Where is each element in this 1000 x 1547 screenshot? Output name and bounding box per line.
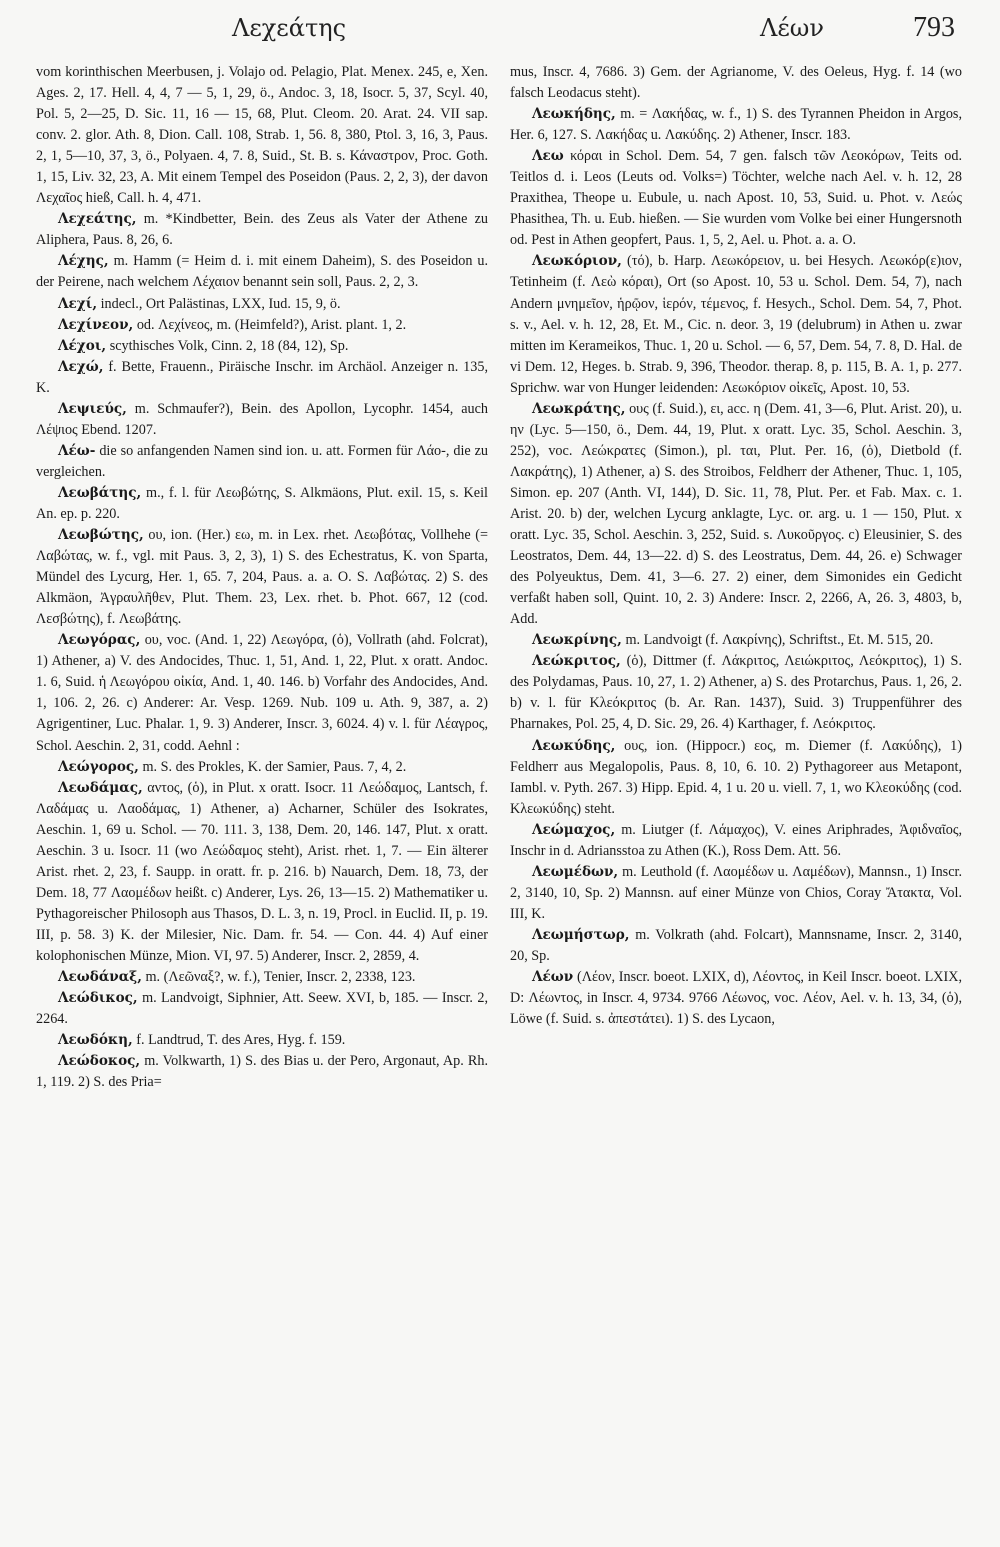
entry-body: m., f. l. für Λεωβώτης, S. Alkmäons, Plut. exil. 15, s. Keil An. ep. p. 220. [36,484,488,522]
dictionary-entry [36,336,488,357]
entry-headword: Λέω- [58,442,96,459]
right-column [510,62,962,1030]
entry-body: f. Landtrud, T. des Ares, Hyg. f. 159. [132,1032,346,1049]
dictionary-entry [36,1030,488,1051]
left-column [36,62,488,1093]
entry-body: m. Volkwarth, 1) S. des Bias u. der Pero, Argonaut, Ap. Rh. 1, 119. 2) S. des Pria= [36,1053,488,1091]
entry-body: m. Schmaufer?), Bein. des Apollon, Lycophr. 1454, auch Λέψιος Ebend. 1207. [36,400,488,438]
entry-headword: Λέων [532,969,574,986]
dictionary-entry [36,294,488,315]
entry-headword: Λέχοι, [58,337,107,354]
page-number: 793 [913,12,955,43]
entry-body: ου, voc. (And. 1, 22) Λεωγόρα, (ὁ), Vollrath (ahd. Folcrat), 1) Athener, a) V. des Andocides, Thuc. 1, 51, And. 1, 22, Plut. x oratt. Andoc. 1. 6, Suid. ἡ Λεωγόρου οἰκία, And. 1, 40. 146. b) Vorfahr des Andocides, And. 1, 106. 2, 26. c) Anderer: Ar. Vesp. 1269. Nub. 109 u. Ath. 9, 387, a. 2) Agrigentiner, Luc. Phalar. 1, 9. 3) Anderer, Inscr. 3, 6024. 4) v. l. für Λέαγρος, Schol. Aeschin. 2, 31, codd. Aehnl : [36,632,488,754]
entry-headword: Λεχώ, [58,358,104,375]
entry-headword: Λεωκόριον, [532,253,622,270]
entry-body: od. Λεχίνεος, m. (Heimfeld?), Arist. plant. 1, 2. [133,316,407,333]
dictionary-entry [36,630,488,756]
entry-headword: Λεώδικος, [58,990,138,1007]
dictionary-entry [510,62,962,104]
dictionary-entry [510,736,962,820]
entry-headword: Λεώδοκος, [58,1053,141,1070]
dictionary-entry [36,399,488,441]
entry-headword: Λεωδάμας, [58,779,143,796]
entry-body: m. S. des Prokles, K. der Samier, Paus. 7, 4, 2. [138,758,407,775]
dictionary-entry [36,441,488,483]
entry-headword: Λεωκράτης, [532,400,626,417]
entry-headword: Λεωμέδων, [532,863,619,880]
dictionary-entry [36,209,488,251]
entry-body: (ὁ), Dittmer (f. Λάκριτος, Λειώκριτος, Λεόκριτος), 1) S. des Polydamas, Paus. 10, 27, 1. 2) Athener, a) S. des Protarchus, Paus. 1, 26, 2. b) v. l. für Κλεόκριτος (b. Ar. Ran. 1437), Suid. 3) Truppenführer des Pharnakes, Pol. 25, 4, D. Sic. 29, 26. 4) Karthager, f. Λεόκριτος. [510,653,962,733]
dictionary-entry [510,251,962,398]
entry-body: ους, ion. (Hippocr.) εος, m. Diemer (f. Λακύδης), 1) Feldherr aus Megalopolis, Paus. 8, 10, 6. 10. 2) Pythagoreer aus Metapont, Iambl. v. Pyth. 267. 3) Hipp. Epid. 4, 1 u. 20 u. viell. 7, 1, wo Κλεοκύδης (cod. Κλεωκύδης) steht. [510,737,962,817]
dictionary-entry [510,967,962,1030]
dictionary-entry [510,399,962,631]
entry-headword: Λεώγορος, [58,758,139,775]
dictionary-entry [36,988,488,1030]
dictionary-entry [510,820,962,862]
entry-headword: Λεωκήδης, [532,106,616,123]
entry-body: αντος, (ὁ), in Plut. x oratt. Isocr. 11 Λεώδαμος, Lantsch, f. Λαδάμας u. Λαοδάμας, 1) Athener, a) Acharner, Schüler des Isokrates, Aeschin. 1, 69 u. Schol. — 70. 111. 3, 138, Dem. 20, 146. 147, Plut. x oratt. Aeschin. 3 u. Isocr. 11 (wo Λεώδαμος steht), Arist. rhet. 1, 7. — Ein älterer Arist. rhet. 2, 23, f. Saupp. in oratt. fr. p. 216. b) Nauarch, Dem. 18, 73, der Dem. 18, 77 Λαομέδων heißt. c) Anderer, Lys. 26, 13—15. 2) Mathematiker u. Pythagoreischer Philosoph aus Thasos, D. L. 3, n. 19, Procl. in Euclid. II, p. 19. III, p. 58. 3) K. der Milesier, Nic. Dam. fr. 54. — Con. 44. 4) Auf einer kolophonischen Münze, Mion. VI, 97. 5) Anderer, Inscr. 2, 2859, 4. [36,779,488,964]
dictionary-entry [36,967,488,988]
entry-headword: Λεωκρίνης, [532,632,622,649]
dictionary-entry [510,104,962,146]
entry-headword: Λεψιεύς, [58,400,127,417]
entry-headword: Λέχης, [58,253,109,270]
entry-body: m. Volkrath (ahd. Folcart), Mannsname, Inscr. 2, 3140, 20, Sp. [510,926,962,964]
entry-headword: Λεχί, [58,295,98,312]
entry-body: m. *Kindbetter, Bein. des Zeus als Vater der Athene zu Aliphera, Paus. 8, 26, 6. [36,211,488,249]
entry-body: m. Landvoigt (f. Λακρίνης), Schriftst., Et. M. 515, 20. [621,632,934,649]
entry-body: m. (Λεῶναξ?, w. f.), Tenier, Inscr. 2, 2338, 123. [141,969,416,986]
entry-headword: Λεωκύδης, [532,737,616,754]
entry-body: (Λέον, Inscr. boeot. LXIX, d), Λέοντος, in Keil Inscr. boeot. LXIX, D: Λέωντος, in Inscr. 4, 9734. 9766 Λέωνος, voc. Λέον, Ael. v. h. 13, 34, (ὁ), Löwe (f. Suid. s. ἀπεστάτει). 1) S. des Lycaon, [510,969,962,1028]
dictionary-entry [36,357,488,399]
entry-headword: Λεωμήστωρ, [532,926,630,943]
dictionary-entry [36,315,488,336]
entry-body: vom korinthischen Meerbusen, j. Volajo od. Pelagio, Plat. Menex. 245, e, Xen. Ages. 2, 17. Hell. 4, 4, 7 — 5, 1, 29, ö., Andoc. 3, 18, Isocr. 5, 37, Scyl. 40, Pol. 5, 2—25, D. Sic. 11, 16 — 15, 68, Plut. Cleom. 20. Arat. 24. VII sap. conv. 2. glor. Ath. 8, Dion. Call. 108, Strab. 1, 56. 8, 380, Ptol. 3, 16, 3, Paus. 2, 1, 5—10, 37, 3, ö., Polyaen. 4, 7. 8, Suid., St. B. s. Κάναστρον, Proc. Goth. 1, 15, Liv. 32, 23, A. Mit einem Tempel des Poseidon (Paus. 2, 2, 3), der davon Λεχαῖος hieß, Call. h. 4, 471. [36,64,488,207]
left-guide-word: Λεχεάτης [232,14,347,42]
dictionary-entry [36,62,488,209]
dictionary-entry [510,146,962,251]
entry-body: κόραι in Schol. Dem. 54, 7 gen. falsch τῶν Λεοκόρων, Teits od. Teitlos d. i. Leos (Leuts od. Volks=) Töchter, welche nach Ael. v. h. 12, 28 Praxithea, Theope u. Eubule, u. nach Apost. 10, 53, Suid. u. Phot. v. Λεώς Phasithea, Th. u. Eub. hießen. — Sie wurden vom Volke bei einer Hungersnoth od. Pest in Athen geopfert, Paus. 1, 5, 2, Ael. u. Phot. a. a. O. [510,148,962,249]
dictionary-entry [36,778,488,967]
dictionary-entry [36,757,488,778]
entry-body: indecl., Ort Palästinas, LXX, Iud. 15, 9, ö. [97,295,341,312]
entry-body: m. = Λακήδας, w. f., 1) S. des Tyrannen Pheidon in Argos, Her. 6, 127. S. Λακήδας u. Λακύδης. 2) Athener, Inscr. 183. [510,106,962,144]
entry-body: scythisches Volk, Cinn. 2, 18 (84, 12), Sp. [106,337,349,354]
dictionary-entry [36,1051,488,1093]
entry-body: m. Liutger (f. Λάμαχος), V. eines Ariphrades, Ἀφιδναῖος, Inschr in d. Adriansstoa zu Athen (K.), Ross Dem. Att. 56. [510,821,962,859]
dictionary-entry [36,525,488,630]
entry-headword: Λεώκριτος, [532,653,621,670]
entry-body: mus, Inscr. 4, 7686. 3) Gem. der Agrianome, V. des Oeleus, Hyg. f. 14 (wo falsch Leodacus steht). [510,64,962,102]
dictionary-entry [510,862,962,925]
entry-body: die so anfangenden Namen sind ion. u. att. Formen für Λάο-, die zu vergleichen. [36,442,488,480]
page-header [0,12,1000,48]
entry-headword: Λεώμαχος, [532,821,616,838]
entry-body: m. Landvoigt, Siphnier, Att. Seew. XVI, b, 185. — Inscr. 2, 2264. [36,990,488,1028]
dictionary-entry [510,651,962,735]
dictionary-entry [36,483,488,525]
entry-body: m. Leuthold (f. Λαομέδων u. Λαμέδων), Mannsn., 1) Inscr. 2, 3140, 10, Sp. 2) Mannsn. auf einer Münze von Chios, Coray Ἄτακτα, Vol. III, K. [510,863,962,922]
entry-body: (τό), b. Harp. Λεωκόρειον, u. bei Hesych. Λεωκόρ(ε)ιον, Tetinheim (f. Λεὼ κόραι), Ort (so Apost. 10, 53 u. Schol. Dem. 54, 7), nach Andern μνημεῖον, ἡρῷον, ἱερόν, τέμενος, f. Hesych., Schol. Dem. 54, 7, Phot. s. v., Ael. v. h. 12, 28, Et. M., Cic. n. deor. 3, 19 (delubrum) in Athen u. zwar mitten im Kerameikos, Thuc. 1, 20 u. Schol. — 6, 57, Dem. 54, 7. 8, D. Hal. de vi Dem. 12, Heges. b. Strab. 9, 396, Theodor. therap. 8, p. 115, B. A. 1, p. 277. Sprichw. war von Hunger leidenden: Λεωκόριον οἰκεῖς, Apost. 10, 53. [510,253,962,396]
entry-headword: Λεχεάτης, [58,211,137,228]
entry-headword: Λεωβώτης, [58,527,144,544]
dictionary-entry [510,925,962,967]
entry-body: ους (f. Suid.), ει, acc. η (Dem. 41, 3—6, Plut. Arist. 20), u. ην (Lyc. 5—150, ö., Dem. 44, 19, Plut. x oratt. Lyc. 35, Schol. Aeschin. 3, 252), voc. Λεώκρατες (Simon.), pl. ται, Plut. Per. 16, (ὁ), Dietbold (f. Λακράτης), 1) Athener, a) S. des Stroibos, Feldherr der Athener, Thuc. 1, 105, Simon. ep. 207 (Anth. VI, 144), D. Sic. 11, 78, Plut. Per. et Fab. Max. c. 1. Arist. 20. b) der, welchen Lycurg anklagte, Lyc. or. arg. u. 1 — 150, Plut. x oratt. Lyc. 35, Schol. Aeschin. 3, 252, Suid. s. Λυκοῦργος. c) Eleusinier, S. des Leostratos, Dem. 44, 13—22. d) S. des Leostratus, Dem. 44, 26. e) Schwager des Polyeuktus, Dem. 41, 3—6. 27. 2) einer, dem Simonides ein Gedicht verfaßt haben soll, Quint. 10, 2. 3) Andere: Inscr. 2, 2266, A, 26. 3, 4803, b, Add. [510,400,962,628]
dictionary-entry [36,251,488,293]
entry-headword: Λεωβάτης, [58,484,142,501]
entry-headword: Λεωδόκη, [58,1032,133,1049]
entry-headword: Λεω [532,148,564,165]
entry-body: f. Bette, Frauenn., Piräische Inschr. im Archäol. Anzeiger n. 135, K. [36,358,488,396]
entry-body: m. Hamm (= Heim d. i. mit einem Daheim), S. des Poseidon u. der Peirene, nach welchem Λέχαιον benannt sein soll, Paus. 2, 2, 3. [36,253,488,291]
entry-headword: Λεχίνεον, [58,316,134,333]
entry-body: ου, ion. (Her.) εω, m. in Lex. rhet. Λεωβότας, Vollhehe (= Λαβώτας, w. f., vgl. mit Paus. 3, 2, 3), 1) S. des Echestratus, K. von Sparta, Mündel des Lycurg, Her. 1, 65. 7, 204, Paus. a. a. O. S. Λαβώτας. 2) S. des Alkmäon, Ἀγραυλῆθεν, Plut. Them. 23, Lex. rhet. b. Phot. 667, 12 (cod. Λεσβώτης), f. Λεωβάτης. [36,527,488,628]
entry-headword: Λεωδάναξ, [58,969,142,986]
dictionary-entry [510,630,962,651]
right-guide-word: Λέων [760,14,824,42]
entry-headword: Λεωγόρας, [58,632,141,649]
